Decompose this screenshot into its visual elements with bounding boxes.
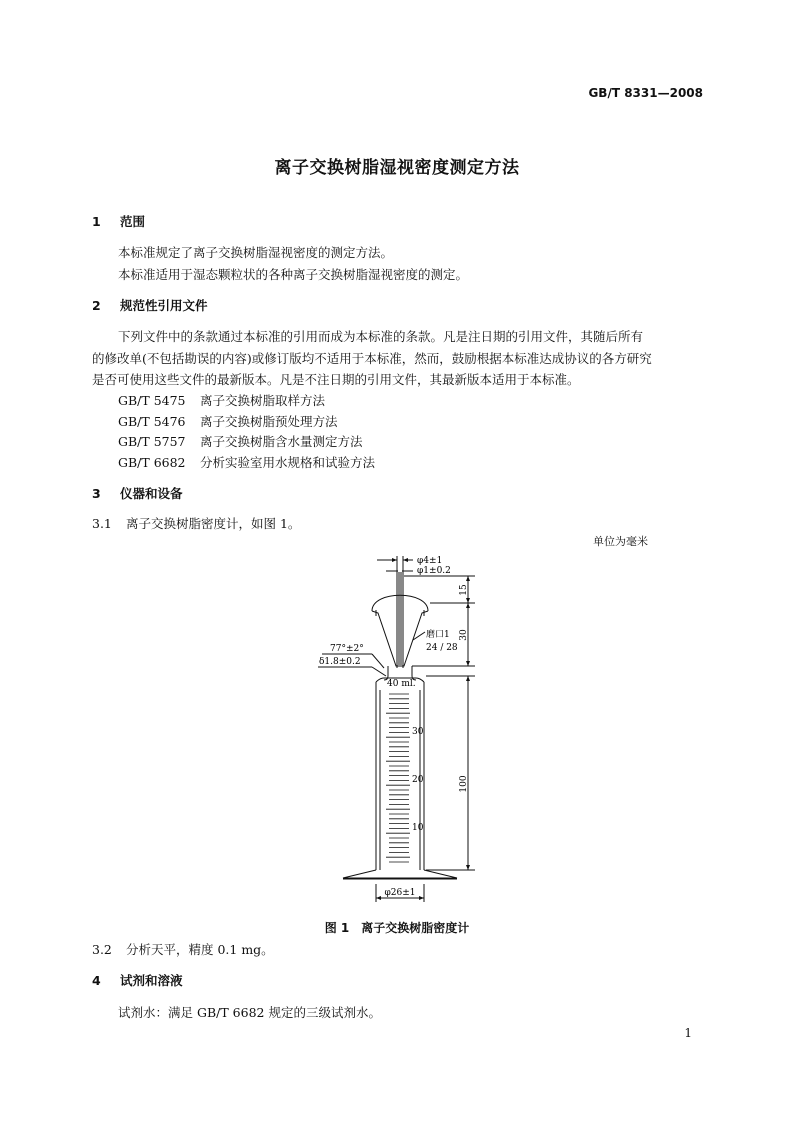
ground-joint-size-label: 24 / 28 [426, 643, 458, 653]
clause-3-1: 3.1 离子交换树脂密度计，如图 1。 [92, 516, 301, 531]
reagent-paragraph: 试剂水：满足 GB/T 6682 规定的三级试剂水。 [118, 1005, 381, 1020]
reference-item: GB/T 5475 离子交换树脂取样方法 [118, 393, 326, 408]
graduation-20-label: 20 [412, 775, 424, 785]
reference-item: GB/T 5757 离子交换树脂含水量测定方法 [118, 434, 363, 449]
graduation-30-label: 30 [412, 727, 424, 737]
scope-paragraph: 本标准适用于湿态颗粒状的各种离子交换树脂湿视密度的测定。 [118, 267, 469, 282]
base-diameter-label: φ26±1 [384, 888, 416, 898]
dim-height-label: 100 [459, 775, 469, 793]
section-3-heading: 3 仪器和设备 [92, 486, 183, 501]
reference-item: GB/T 6682 分析实验室用水规格和试验方法 [118, 455, 376, 470]
section-4-heading: 4 试剂和溶液 [92, 973, 183, 988]
clause-3-2: 3.2 分析天平，精度 0.1 mg。 [92, 942, 274, 957]
inner-diameter-label: φ1±0.2 [417, 566, 451, 576]
thickness-label: δ1.8±0.2 [319, 657, 361, 667]
outer-diameter-label: φ4±1 [417, 556, 443, 566]
figure-caption: 图 1 离子交换树脂密度计 [324, 921, 470, 935]
reference-item: GB/T 5476 离子交换树脂预处理方法 [118, 414, 338, 429]
section-1-heading: 1 范围 [92, 214, 146, 229]
section-2-heading: 2 规范性引用文件 [92, 298, 208, 313]
document-title: 离子交换树脂湿视密度测定方法 [274, 158, 520, 178]
ground-joint-label: 磨口1 [426, 630, 450, 640]
scope-paragraph: 本标准规定了离子交换树脂湿视密度的测定方法。 [118, 245, 394, 260]
unit-note: 单位为毫米 [593, 535, 648, 548]
standard-code: GB/T 8331—2008 [588, 86, 703, 100]
angle-label: 77°±2° [330, 644, 364, 654]
references-intro-line: 是否可使用这些文件的最新版本。凡是不注日期的引用文件，其最新版本适用于本标准。 [92, 372, 580, 387]
graduation-marks [386, 694, 410, 862]
dim-top-label: 15 [459, 584, 469, 596]
dim-mid-label: 30 [459, 629, 469, 641]
volume-mark-label: 40 ml. [387, 679, 416, 689]
graduation-10-label: 10 [412, 823, 424, 833]
references-intro-line: 下列文件中的条款通过本标准的引用而成为本标准的条款。凡是注日期的引用文件，其随后所有 [118, 329, 644, 344]
references-intro-line: 的修改单(不包括勘误的内容)或修订版均不适用于本标准，然而，鼓励根据本标准达成协议的各方研究 [92, 351, 652, 366]
page-number: 1 [684, 1026, 692, 1040]
density-meter-figure [300, 548, 500, 913]
